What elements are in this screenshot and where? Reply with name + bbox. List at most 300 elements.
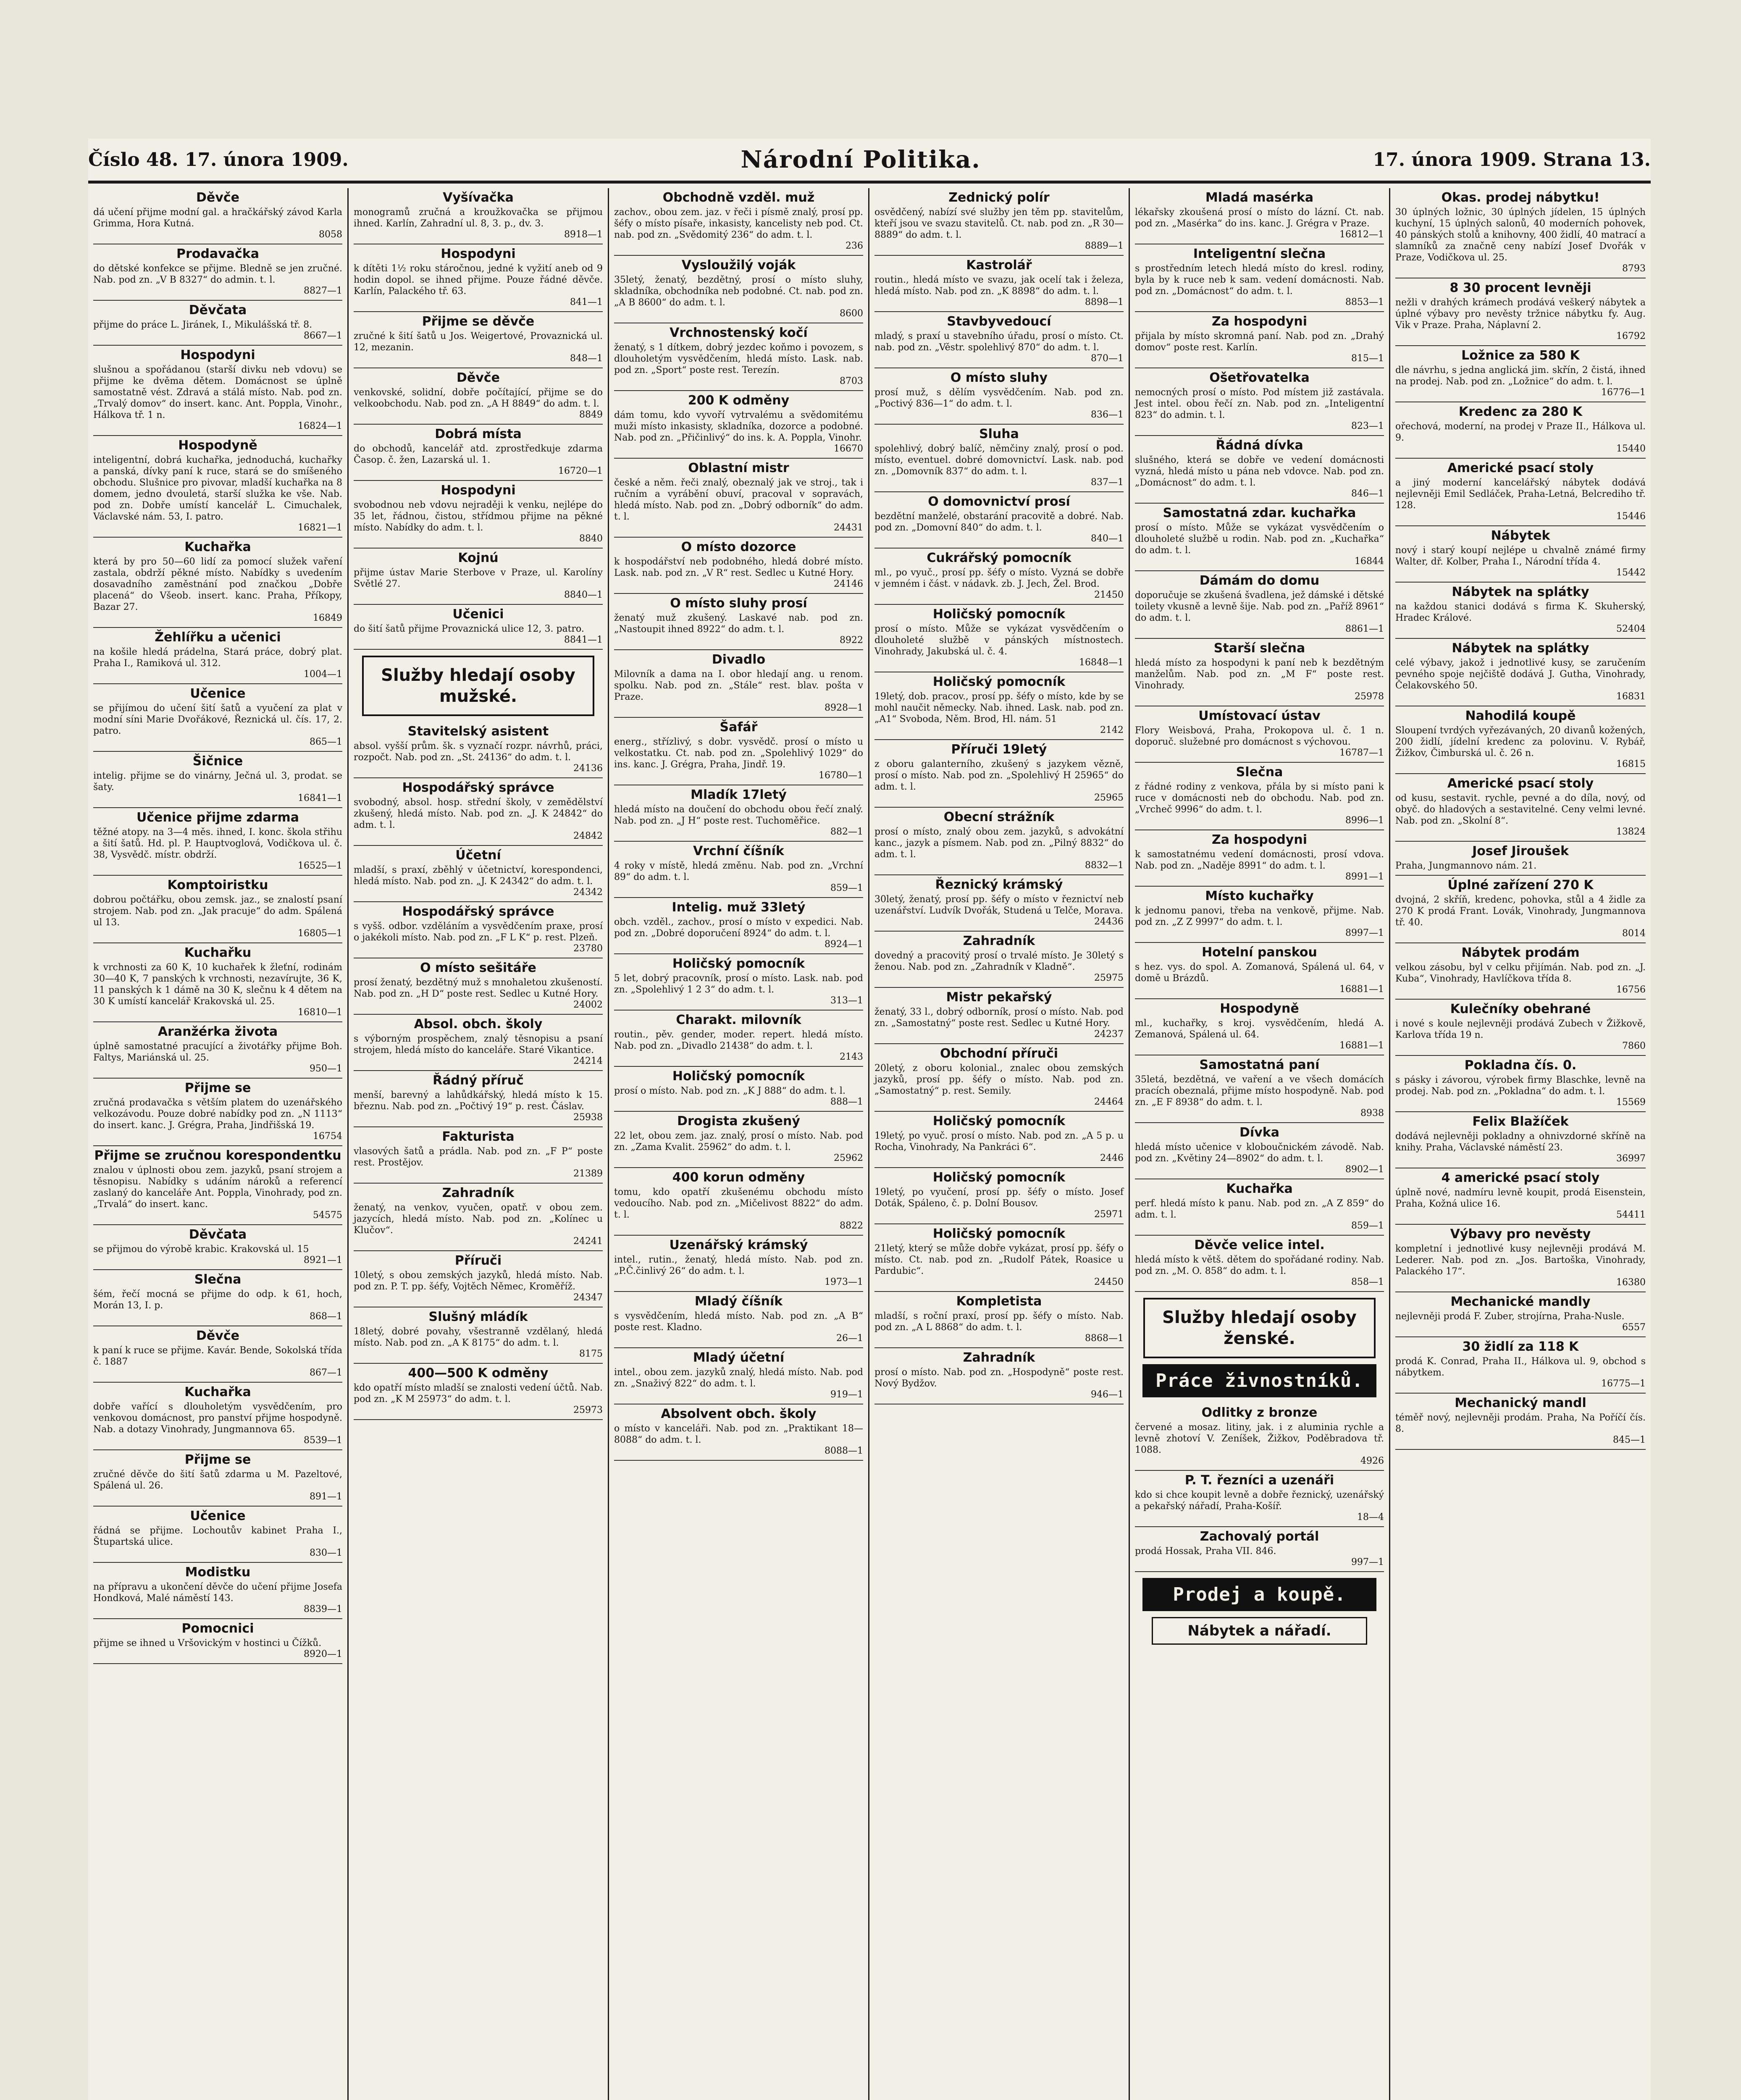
classified-ad — [1135, 943, 1384, 999]
ad-text: hledá místo k větš. dětem do spořádané rodiny. Nab. pod zn. „M. O. 858“ do adm. t. l. — [1135, 1255, 1384, 1276]
ad-code: 846—1 — [1351, 488, 1384, 499]
ad-code: 16776—1 — [1601, 387, 1646, 398]
ad-title: Holičský pomocník — [672, 956, 805, 971]
ad-text: Sloupení tvrdých vyřezávaných, 20 divanů kožených, 200 židlí, jídelní kredenc za polovinu. V. Rybář, Žižkov, Čimburská ul. č. 26 n. — [1395, 725, 1646, 759]
classified-ad — [354, 846, 603, 902]
ad-code: 8088—1 — [825, 1446, 863, 1456]
classified-ad — [614, 1011, 863, 1067]
ad-code: 24431 — [834, 522, 863, 533]
ad-code: 8922 — [840, 635, 863, 646]
classified-ad — [93, 1225, 342, 1270]
ad-title: Místo kuchařky — [1205, 889, 1314, 903]
classified-ad — [874, 256, 1124, 312]
ad-text: české a něm. řeči znalý, obeznalý jak ve stroj., tak i ručním a vyrábění obuví, pracoval v sopravách, hledá místo. Nab. pod zn. „Dobrý odborník“ do adm. t. l. — [614, 478, 863, 522]
classified-ad — [614, 538, 863, 594]
ad-title: Inteligentní slečna — [1193, 247, 1326, 261]
ad-text: 19letý, po vyučení, prosí pp. šéfy o místo. Josef Doták, Spáleno, č. p. Dolní Bousov. — [874, 1187, 1124, 1209]
ad-text: hledá místo učenice v kloboučnickém závodě. Nab. pod zn. „Květiny 24—8902“ do adm. t. l. — [1135, 1142, 1384, 1164]
classified-ad — [354, 368, 603, 425]
classified-ad — [874, 1292, 1124, 1348]
ad-title: P. T. řezníci a uzenáři — [1184, 1473, 1334, 1488]
ad-title: Kojnú — [458, 551, 499, 565]
ad-title: Za hospodyni — [1211, 314, 1308, 329]
ad-code: 54411 — [1616, 1210, 1646, 1220]
ad-text: routin., hledá místo ve svazu, jak ocelí tak i železa, hledá místo. Nab. pod zn. „K 8898“ do adm. t. l. — [874, 275, 1124, 297]
classified-ad — [874, 1112, 1124, 1168]
ad-code: 1973—1 — [825, 1277, 863, 1287]
ad-text: na košile hledá prádelna, Stará práce, dobrý plat. Praha I., Ramiková ul. 312. — [93, 647, 342, 669]
ad-text: přijala by místo skromná paní. Nab. pod zn. „Drahý domov“ poste rest. Karlín. — [1135, 331, 1384, 353]
ad-text: energ., střízlivý, s dobr. vysvědč. prosí o místo u velkostatku. Ct. nab. pod zn. „Spolehlivý 1029“ do ins. kanc. J. Grégra, Praha, Jindř. 19. — [614, 737, 863, 770]
ad-text: absol. vyšší prům. šk. s vyznačí rozpr. návrhů, práci, rozpočt. Nab. pod zn. „St. 24136“ do adm. t. l. — [354, 741, 603, 763]
classified-ad — [614, 1168, 863, 1236]
classified-ad — [874, 425, 1124, 492]
ad-title: Mladý číšník — [694, 1294, 783, 1309]
ad-code: 8827—1 — [304, 286, 342, 296]
ad-title: Zahradník — [442, 1186, 515, 1200]
classified-ad — [354, 1184, 603, 1251]
ad-code: 8924—1 — [825, 939, 863, 950]
ad-title: Holičský pomocník — [932, 1170, 1066, 1185]
ad-text: 18letý, dobré povahy, všestranně vzdělaný, hledá místo. Nab. pod zn. „A K 8175“ do adm. t. l. — [354, 1326, 603, 1348]
ad-code: 8841—1 — [564, 635, 603, 645]
ad-title: Divadlo — [712, 652, 766, 667]
classified-ad — [614, 323, 863, 391]
ad-title: Pomocnici — [181, 1621, 254, 1636]
ad-title: Zahradník — [963, 1350, 1035, 1365]
ad-title: Mladý účetní — [693, 1350, 785, 1365]
ad-title: Modistku — [185, 1565, 251, 1580]
ad-title: Dívka — [1239, 1125, 1279, 1140]
ad-text: inteligentní, dobrá kuchařka, jednoduchá, kuchařky a panská, dívky paní k ruce, stará se do smíšeného obchodu. Slušnice pro pivovar, mladší kuchařka na 8 domem, jedno dvouletá, starší služka ke vše. Nab. pod zn. Dobře umístí kancelář L. Cimuchalek, Václavské nám. 53, I. patro. — [93, 455, 342, 522]
classified-ad — [1135, 763, 1384, 830]
ad-code: 16792 — [1616, 331, 1646, 341]
ad-text: s hez. vys. do spol. A. Zomanová, Spálená ul. 64, v domě u Brázdů. — [1135, 962, 1384, 984]
ad-title: Drogista zkušený — [677, 1114, 800, 1129]
ad-text: doporučuje se zkušená švadlena, jež dámské i dětské toilety vkusně a levně šije. Nab. pod zn. „Paříž 8961“ do adm. t. l. — [1135, 590, 1384, 623]
ad-text: prodá Hossak, Praha VII. 846. — [1135, 1546, 1276, 1557]
ad-code: 8920—1 — [304, 1649, 342, 1659]
classified-ad — [1395, 346, 1646, 402]
classified-ad — [1135, 830, 1384, 887]
ad-title: Mechanické mandly — [1450, 1294, 1591, 1309]
ad-text: od kusu, sestavit. rychle, pevné a do díla, nový, od obyč. do hladových a sestavitelné. Ceny velmi levné. Nab. pod zn. „Skolní 8“. — [1395, 793, 1646, 826]
ad-title: Oblastní mistr — [688, 461, 789, 475]
classified-ad — [354, 1071, 603, 1127]
ad-code: 16775—1 — [1601, 1378, 1646, 1389]
ad-code: 16821—1 — [298, 522, 342, 533]
ad-text: zručné děvče do šití šatů zdarma u M. Pazeltové, Spálená ul. 26. — [93, 1469, 342, 1491]
classified-ad — [354, 188, 603, 244]
ad-code: 859—1 — [830, 883, 863, 893]
section-furniture: Nábytek a nářadí. — [1152, 1617, 1367, 1645]
ad-title: Holičský pomocník — [932, 675, 1066, 689]
ad-title: Nábytek — [1491, 528, 1550, 543]
ad-code: 54575 — [313, 1210, 342, 1221]
ad-title: Řeznický krámský — [935, 877, 1063, 892]
ad-code: 24842 — [573, 831, 603, 841]
ad-text: z řádné rodiny z venkova, přála by si místo pani k ruce v domácnosti neb do obchodu. Nab. pod zn. „Vrcheč 9996“ do adm. t. l. — [1135, 782, 1384, 815]
ad-text: i nové s koule nejlevněji prodává Zubech v Žižkově, Karlova třída 19 n. — [1395, 1018, 1646, 1040]
ad-title: Přijme se — [184, 1452, 251, 1467]
classified-ad — [614, 898, 863, 954]
ad-text: monogramů zručná a kroužkovačka se přijmou ihned. Karlín, Zahradní ul. 8, 3. p., dv. 3. — [354, 207, 603, 229]
ad-text: hledá místo za hospodyni k paní neb k bezdětným manželům. Nab. pod zn. „M F“ poste rest. Vinohrady. — [1135, 658, 1384, 691]
ad-code: 25975 — [1094, 973, 1124, 983]
classified-ad — [93, 876, 342, 943]
ad-text: prosí o místo. Nab. pod zn. „K J 888“ do adm. t. l. — [614, 1086, 846, 1096]
classified-ad — [1395, 278, 1646, 346]
classified-ad — [354, 244, 603, 312]
classified-ad — [1395, 639, 1646, 706]
classified-ad — [354, 1015, 603, 1071]
classified-ad — [354, 1251, 603, 1307]
ad-code: 26—1 — [836, 1333, 863, 1344]
ad-title: Americké psací stoly — [1447, 461, 1594, 475]
classified-ad — [93, 752, 342, 808]
ad-code: 15442 — [1616, 567, 1646, 578]
ad-code: 8840—1 — [564, 590, 603, 600]
ad-code: 4926 — [1360, 1456, 1384, 1466]
ad-code: 8849 — [579, 410, 603, 420]
ad-text: 4 roky v místě, hledá změnu. Nab. pod zn. „Vrchní 89“ do adm. t. l. — [614, 861, 863, 882]
ad-title: Kompletista — [956, 1294, 1042, 1309]
classified-ad — [874, 808, 1124, 875]
ad-text: kompletní i jednotlivé kusy nejlevněji prodává M. Lederer. Nab. pod zn. „Jos. Bartoška, Vinohrady, Palackého 17“. — [1395, 1244, 1646, 1277]
ad-code: 15446 — [1616, 511, 1646, 522]
ad-text: osvědčený, nabízí své služby jen těm pp. stavitelům, kteří jsou ve svazu stavitelů. Ct. nab. pod zn. „R 30—8889“ do adm. t. l. — [874, 207, 1124, 240]
ad-title: Prodavačka — [176, 247, 259, 261]
ad-text: velkou zásobu, byl v celku přijímán. Nab. pod zn. „J. Kuba“, Vinohrady, Havlíčkova třída 8. — [1395, 962, 1646, 984]
ad-code: 888—1 — [830, 1097, 863, 1107]
ad-title: O místo sluhy prosí — [670, 596, 807, 611]
classified-ad — [1395, 706, 1646, 774]
ad-title: Za hospodyni — [1211, 832, 1308, 847]
ad-code: 16812—1 — [1339, 229, 1384, 240]
ad-title: Příruči — [454, 1253, 502, 1268]
classified-ad — [1395, 402, 1646, 459]
ad-text: svobodnou neb vdovu nejraději k venku, nejlépe do 35 let, řádnou, čistou, střídmou přijme na pěkné místo. Nabídky do adm. t. l. — [354, 500, 603, 533]
ad-text: k paní k ruce se přijme. Kavár. Bende, Sokolská třída č. 1887 — [93, 1345, 342, 1367]
classified-ad — [1135, 706, 1384, 763]
ad-text: dodává nejlevněji pokladny a ohnivzdorné skříně na knihy. Praha, Václavské náměstí 23. — [1395, 1131, 1646, 1153]
classified-ad — [1135, 1123, 1384, 1179]
ad-text: do dětské konfekce se přijme. Bledně se jen zručné. Nab. pod zn. „V B 8327“ do admin. t. l. — [93, 263, 342, 285]
ad-code: 8832—1 — [1085, 860, 1124, 871]
ad-text: ml., po vyuč., prosí pp. šéfy o místo. Vyzná se dobře v jemném i část. v nádavk. zb. J. Jech, Žel. Brod. — [874, 567, 1124, 589]
ad-code: 16844 — [1355, 556, 1384, 567]
classified-ad — [874, 368, 1124, 425]
ad-title: 400—500 K odměny — [408, 1366, 549, 1381]
ad-code: 8918—1 — [564, 229, 603, 240]
ad-text: dobře vařící s dlouholetým vysvědčením, pro venkovou domácnost, pro panství přijme hospodyně. Nab. a dotazy Vinohrady, Jungmannova 65. — [93, 1402, 342, 1435]
classified-ad — [1135, 571, 1384, 639]
ad-title: Kuchařka — [184, 1385, 251, 1399]
ad-title: Absolvent obch. školy — [661, 1407, 817, 1421]
ad-text: 20letý, z oboru kolonial., znalec obou zemských jazyků, prosí pp. šéfy o místo. Nab. pod zn. „Samostatný“ p. rest. Semily. — [874, 1063, 1124, 1096]
classified-ad — [614, 1112, 863, 1168]
page-number: 17. února 1909. Strana 13. — [1373, 149, 1651, 171]
classified-ad — [614, 718, 863, 785]
classified-ad — [93, 1270, 342, 1326]
ad-text: k samostatnému vedení domácnosti, prosí vdova. Nab. pod zn. „Naděje 8991“ do adm. t. l. — [1135, 849, 1384, 871]
classified-ad — [354, 902, 603, 958]
ad-code: 7860 — [1622, 1041, 1646, 1051]
ad-text: úplně nové, nadmíru levně koupit, prodá Eisenstein, Praha, Kožná ulice 16. — [1395, 1187, 1646, 1209]
ad-title: Učenice — [190, 686, 246, 701]
classified-ad — [614, 459, 863, 538]
ad-title: Řádný příruč — [433, 1073, 524, 1088]
ad-code: 8822 — [840, 1221, 863, 1231]
ad-text: dvojná, 2 skříň, kredenc, pohovka, stůl a 4 židle za 270 K prodá Frant. Lovák, Vinohrady, Jungmannova tř. 40. — [1395, 895, 1646, 928]
ad-code: 2142 — [1100, 725, 1124, 735]
issue-info: Číslo 48. 17. února 1909. — [88, 149, 349, 171]
ad-code: 16848—1 — [1079, 657, 1124, 668]
ad-code: 6557 — [1622, 1322, 1646, 1333]
ad-text: Flory Weisbová, Praha, Prokopova ul. č. 1 n. doporuč. služebné pro domácnost s výchovou. — [1135, 725, 1384, 747]
ad-title: Hospodyně — [178, 438, 257, 453]
ad-text: ženatý, 33 l., dobrý odborník, prosí o místo. Nab. pod zn. „Samostatný“ poste rest. Sedlec u Kutné Hory. — [874, 1007, 1124, 1029]
ad-code: 23780 — [573, 943, 603, 954]
classified-ad — [354, 1307, 603, 1364]
ad-title: Nábytek prodám — [1461, 945, 1580, 960]
ad-code: 8058 — [319, 229, 342, 240]
ad-title: Mechanický mandl — [1455, 1396, 1586, 1410]
classified-ad — [93, 1563, 342, 1619]
classified-ad — [93, 943, 342, 1022]
classified-ad — [874, 1224, 1124, 1292]
ad-title: Nábytek na splátky — [1452, 641, 1589, 656]
classified-ad — [874, 932, 1124, 988]
classified-ad — [93, 188, 342, 244]
ad-code: 841—1 — [570, 297, 603, 307]
ad-text: intel., obou zem. jazyků znalý, hledá místo. Nab. pod zn. „Snaživý 822“ do adm. t. l. — [614, 1367, 863, 1389]
ad-code: 8703 — [840, 376, 863, 386]
ad-text: 19letý, dob. pracov., prosí pp. šéfy o místo, kde by se mohl naučit německy. Nab. ihned. Lask. nab. pod zn. „A1“ Svoboda, Něm. Brod, Hl. nám. 51 — [874, 691, 1124, 724]
ad-title: 400 korun odměny — [672, 1170, 805, 1185]
ad-code: 836—1 — [1091, 410, 1124, 420]
ad-code: 16805—1 — [298, 928, 342, 939]
ad-text: slušného, která se dobře ve vedení domácnosti vyzná, hledá místo u pána neb vdovce. Nab. pod zn. „Domácnost“ do adm. t. l. — [1135, 455, 1384, 488]
ad-text: k hospodářství neb podobného, hledá dobré místo. Lask. nab. pod zn. „V R“ rest. Sedlec u Kutné Hory. — [614, 556, 863, 578]
ad-text: a jiný moderní kancelářský nábytek dodává nejlevněji Emil Sedláček, Praha-Letná, Belcrediho tř. 128. — [1395, 478, 1646, 511]
classified-ad — [93, 346, 342, 436]
ad-code: 8840 — [579, 533, 603, 544]
ad-title: Holičský pomocník — [932, 1226, 1066, 1241]
newspaper-page — [88, 139, 1651, 2100]
ad-text: dle návrhu, s jedna anglická jim. skřín, 2 čistá, ihned na prodej. Nab. pod zn. „Ložnice“ do adm. t. l. — [1395, 365, 1646, 387]
ad-text: červené a mosaz. litiny, jak. i z aluminia rychle a levně zhotoví V. Zeníšek, Žižkov, Poděbradova tř. 1088. — [1135, 1422, 1384, 1455]
ad-title: Hospodyni — [180, 348, 255, 362]
classified-ad — [1395, 943, 1646, 1000]
ad-code: 16756 — [1616, 984, 1646, 995]
ad-title: Dobrá místa — [435, 427, 522, 441]
ad-title: Šičnice — [192, 754, 243, 769]
classified-ad — [354, 958, 603, 1015]
ad-code: 8997—1 — [1345, 928, 1384, 938]
classified-ad — [614, 954, 863, 1011]
classified-ad — [1395, 876, 1646, 943]
ad-code: 2446 — [1100, 1153, 1124, 1163]
ad-title: Příruči 19letý — [951, 742, 1047, 757]
classified-ad — [354, 312, 603, 368]
classified-ad — [1395, 459, 1646, 526]
ad-title: Fakturista — [442, 1129, 515, 1144]
classified-ad — [1135, 1179, 1384, 1236]
ad-text: přijme ústav Marie Sterbove v Praze, ul. Karolíny Světlé 27. — [354, 567, 603, 589]
ad-code: 24347 — [573, 1292, 603, 1303]
ad-code: 24342 — [573, 887, 603, 898]
ad-code: 8539—1 — [304, 1435, 342, 1446]
ad-title: Ložnice za 580 K — [1461, 348, 1580, 363]
classified-ad — [1135, 368, 1384, 436]
ad-text: ženatý muž zkušený. Laskavé nab. pod zn. „Nastoupit ihned 8922“ do adm. t. l. — [614, 613, 863, 635]
ad-title: Odlitky z bronze — [1201, 1405, 1318, 1420]
ad-text: na přípravu a ukončení děvče do učení přijme Josefa Hondková, Malé náměstí 143. — [93, 1582, 342, 1604]
classified-ad — [1395, 1225, 1646, 1292]
ad-code: 18—4 — [1357, 1512, 1384, 1522]
classified-ad — [354, 549, 603, 605]
classified-ad — [874, 740, 1124, 808]
ad-title: Starší slečna — [1213, 641, 1305, 656]
ad-text: prosí o místo. Může se vykázat vysvědčením o dlouholeté službě u rodin. Nab. pod zn. „Kuchařka“ do adm. t. l. — [1135, 522, 1384, 556]
classified-ad — [614, 1292, 863, 1348]
classified-ad — [874, 1348, 1124, 1404]
classified-ad — [874, 492, 1124, 549]
ad-title: Šafář — [720, 720, 758, 735]
ad-title: Stavitelský asistent — [407, 724, 549, 739]
ad-title: Přijme se děvče — [422, 314, 535, 329]
ad-code: 8889—1 — [1085, 241, 1124, 251]
ad-title: 30 židlí za 118 K — [1462, 1339, 1579, 1354]
ad-title: 8 30 procent levněji — [1450, 281, 1591, 295]
classified-ad — [1135, 1527, 1384, 1572]
ad-title: Josef Jiroušek — [1472, 844, 1569, 858]
ad-text: routin., pěv. gender, moder. repert. hledá místo. Nab. pod zn. „Divadlo 21438“ do adm. t. l. — [614, 1029, 863, 1051]
ad-text: menší, barevný a lahůdkářský, hledá místo k 15. březnu. Nab. pod zn. „Počtivý 19“ p. rest. Čáslav. — [354, 1090, 603, 1112]
ad-code: 313—1 — [830, 995, 863, 1006]
classified-ad — [614, 650, 863, 718]
classified-ad — [614, 1067, 863, 1112]
ad-text: 22 let, obou zem. jaz. znalý, prosí o místo. Nab. pod zn. „Zama Kvalit. 25962“ do adm. t. l. — [614, 1131, 863, 1152]
section-banner-sales: Prodej a koupě. — [1142, 1578, 1376, 1611]
ad-text: mladší, s roční praxí, prosí pp. šéfy o místo. Nab. pod zn. „A L 8868“ do adm. t. l. — [874, 1311, 1124, 1333]
ad-code: 1004—1 — [304, 669, 342, 680]
classified-ad — [614, 1348, 863, 1404]
ad-code: 845—1 — [1613, 1435, 1646, 1445]
classified-ad — [614, 391, 863, 459]
classified-ad — [1135, 1236, 1384, 1292]
ad-text: do obchodů, kancelář atd. zprostředkuje zdarma Časop. č. žen, Lazarská ul. 1. — [354, 444, 603, 465]
ad-code: 870—1 — [1091, 353, 1124, 364]
ad-text: hledá místo na doučení do obchodu obou řečí znalý. Nab. pod zn. „J H“ poste rest. Tuchoměřice. — [614, 804, 863, 826]
ad-text: téměř nový, nejlevněji prodám. Praha, Na Poříčí čís. 8. — [1395, 1412, 1646, 1434]
ad-text: do šití šatů přijme Provaznická ulice 12, 3. patro. — [354, 624, 584, 634]
classified-ad — [93, 244, 342, 301]
ad-title: Obchodní příruči — [940, 1046, 1058, 1061]
column-1 — [88, 188, 349, 2100]
ad-title: Hospodyně — [1220, 1001, 1299, 1016]
ad-text: obch. vzděl., zachov., prosí o místo v expedici. Nab. pod zn. „Dobré doporučení 8924“ do adm. t. l. — [614, 917, 863, 939]
ad-text: dám tomu, kdo vyvoří vytrvalému a svědomitému muži místo inkasisty, skladníka, dozorce a podobné. Nab. pod zn. „Přičinlivý“ do ins. k. A. Poppla, Vinohr. — [614, 410, 863, 443]
ad-code: 24002 — [573, 1000, 603, 1010]
ad-title: Kastrolář — [966, 258, 1032, 273]
ad-code: 16881—1 — [1339, 1040, 1384, 1051]
classified-ad — [93, 538, 342, 628]
section-banner-trades: Práce živnostníků. — [1142, 1364, 1376, 1397]
ad-text: nežli v drahých krámech prodává veškerý nábytek a úplné výbavy pro nevěsty tržnice nábytku fy. Aug. Vik v Praze. Praha, Náplavní 2. — [1395, 297, 1646, 331]
ad-text: na každou stanici dodává s firma K. Skuherský, Hradec Králové. — [1395, 601, 1646, 623]
ad-title: Děvče — [196, 190, 239, 205]
ad-title: Mladá masérka — [1205, 190, 1314, 205]
classified-ad — [93, 1619, 342, 1664]
ad-code: 2143 — [840, 1052, 863, 1062]
ad-text: znalou v úplnosti obou zem. jazyků, psaní strojem a těsnopisu. Nabídky s udáním nároků a referencí zaslaný do kanceláře Ant. Poppla, Vinohrady, pod zn. „Trvalá“ do insert. kanc. — [93, 1165, 342, 1210]
ad-title: Vysloužilý voják — [681, 258, 796, 273]
section-header-women: Služby hledají osoby ženské. — [1143, 1298, 1376, 1358]
ad-title: Děvčata — [189, 303, 247, 318]
ad-text: šém, řečí mocná se přijme do odp. k 61, hoch, Morán 13, I. p. — [93, 1289, 342, 1311]
classified-ad — [1395, 1292, 1646, 1337]
classified-ad — [1135, 999, 1384, 1055]
classified-ad — [1395, 583, 1646, 639]
ad-code: 16720—1 — [558, 466, 603, 476]
ad-code: 16881—1 — [1339, 984, 1384, 995]
ad-code: 16831 — [1616, 691, 1646, 702]
ad-text: mladší, s praxí, zběhlý v účetnictví, korespondenci, hledá místo. Nab. pod zn. „J. K 24342“ do adm. t. l. — [354, 865, 603, 887]
classified-ad — [93, 1383, 342, 1450]
ad-text: 30letý, ženatý, prosí pp. šéfy o místo v řeznictví neb uzenářství. Ludvík Dvořák, Studená u Telče, Morava. — [874, 894, 1124, 916]
classified-columns — [88, 188, 1651, 2100]
ad-code: 823—1 — [1351, 421, 1384, 431]
ad-code: 24237 — [1094, 1029, 1124, 1040]
ad-text: ženatý, na venkov, vyučen, opatř. v obou zem. jazycích, hledá místo. Nab. pod zn. „Kolínec u Klučov“. — [354, 1202, 603, 1236]
ad-title: Hospodyni — [441, 247, 516, 261]
ad-title: Děvče — [457, 370, 500, 385]
ad-title: Nábytek na splátky — [1452, 585, 1589, 599]
ad-text: 35letý, ženatý, bezdětný, prosí o místo sluhy, skladníka, obchodníka neb podobné. Ct. nab. pod zn. „A B 8600“ do adm. t. l. — [614, 275, 863, 308]
ad-code: 946—1 — [1091, 1389, 1124, 1400]
classified-ad — [614, 842, 863, 898]
ad-code: 16841—1 — [298, 793, 342, 803]
ad-title: O domovnictví prosí — [928, 494, 1070, 509]
ad-code: 24146 — [834, 579, 863, 589]
ad-code: 16810—1 — [298, 1007, 342, 1018]
ad-title: O místo dozorce — [681, 540, 796, 554]
ad-code: 16824—1 — [298, 421, 342, 431]
classified-ad — [1135, 1471, 1384, 1527]
ad-text: nemocných prosí o místo. Pod místem již zastávala. Jest intel. obou řečí zn. Nab. pod zn. „Inteligentní 823“ do admin. t. l. — [1135, 387, 1384, 420]
column-5 — [1130, 188, 1390, 2100]
ad-title: Americké psací stoly — [1447, 776, 1594, 791]
ad-code: 16787—1 — [1339, 748, 1384, 758]
ad-text: kdo opatří místo mladší se znalosti vedení účtů. Nab. pod zn. „K M 25973“ do adm. t. l. — [354, 1383, 603, 1404]
ad-text: nový i starý koupí nejlépe u chvalně známé firmy Walter, dř. Kolber, Praha I., Národní třída 4. — [1395, 545, 1646, 567]
ad-text: slušnou a spořádanou (starší divku neb vdovu) se přijme ke dvěma dětem. Domácnost se úplně samostatně vést. Zdravá a stálá místo. Nab. pod zn. „Trvalý domov“ do insert. kanc. Ant. Poppla, Vinohr., Hálkova tř. 1 n. — [93, 365, 342, 420]
classified-ad — [1395, 1168, 1646, 1225]
classified-ad — [354, 1364, 603, 1420]
ad-code: 891—1 — [310, 1491, 342, 1502]
classified-ad — [874, 605, 1124, 672]
ad-text: zručná prodavačka s větším platem do uzenářského velkozávodu. Pouze dobré nabídky pod zn. „N 1113“ do insert. kanc. J. Grégra, Praha, Jindřišská 19. — [93, 1097, 342, 1131]
ad-title: Kulečníky obehrané — [1450, 1002, 1591, 1016]
ad-title: Učenice — [190, 1509, 246, 1523]
ad-code: 8014 — [1622, 928, 1646, 939]
ad-text: ořechová, moderní, na prodej v Praze II., Hálkova ul. 9. — [1395, 421, 1646, 443]
classified-ad — [354, 605, 603, 650]
ad-text: k vrchnosti za 60 K, 10 kuchařek k žleťní, rodinám 30—40 K, 7 panských k vrchnosti, nezavírujte, 36 K, 11 panských k 1 dámě na 30 K, slečnu k 4 dětem na 30 K umístí kancelář Krakovská ul. 25. — [93, 962, 342, 1007]
ad-title: Vrchnostenský kočí — [670, 326, 808, 340]
